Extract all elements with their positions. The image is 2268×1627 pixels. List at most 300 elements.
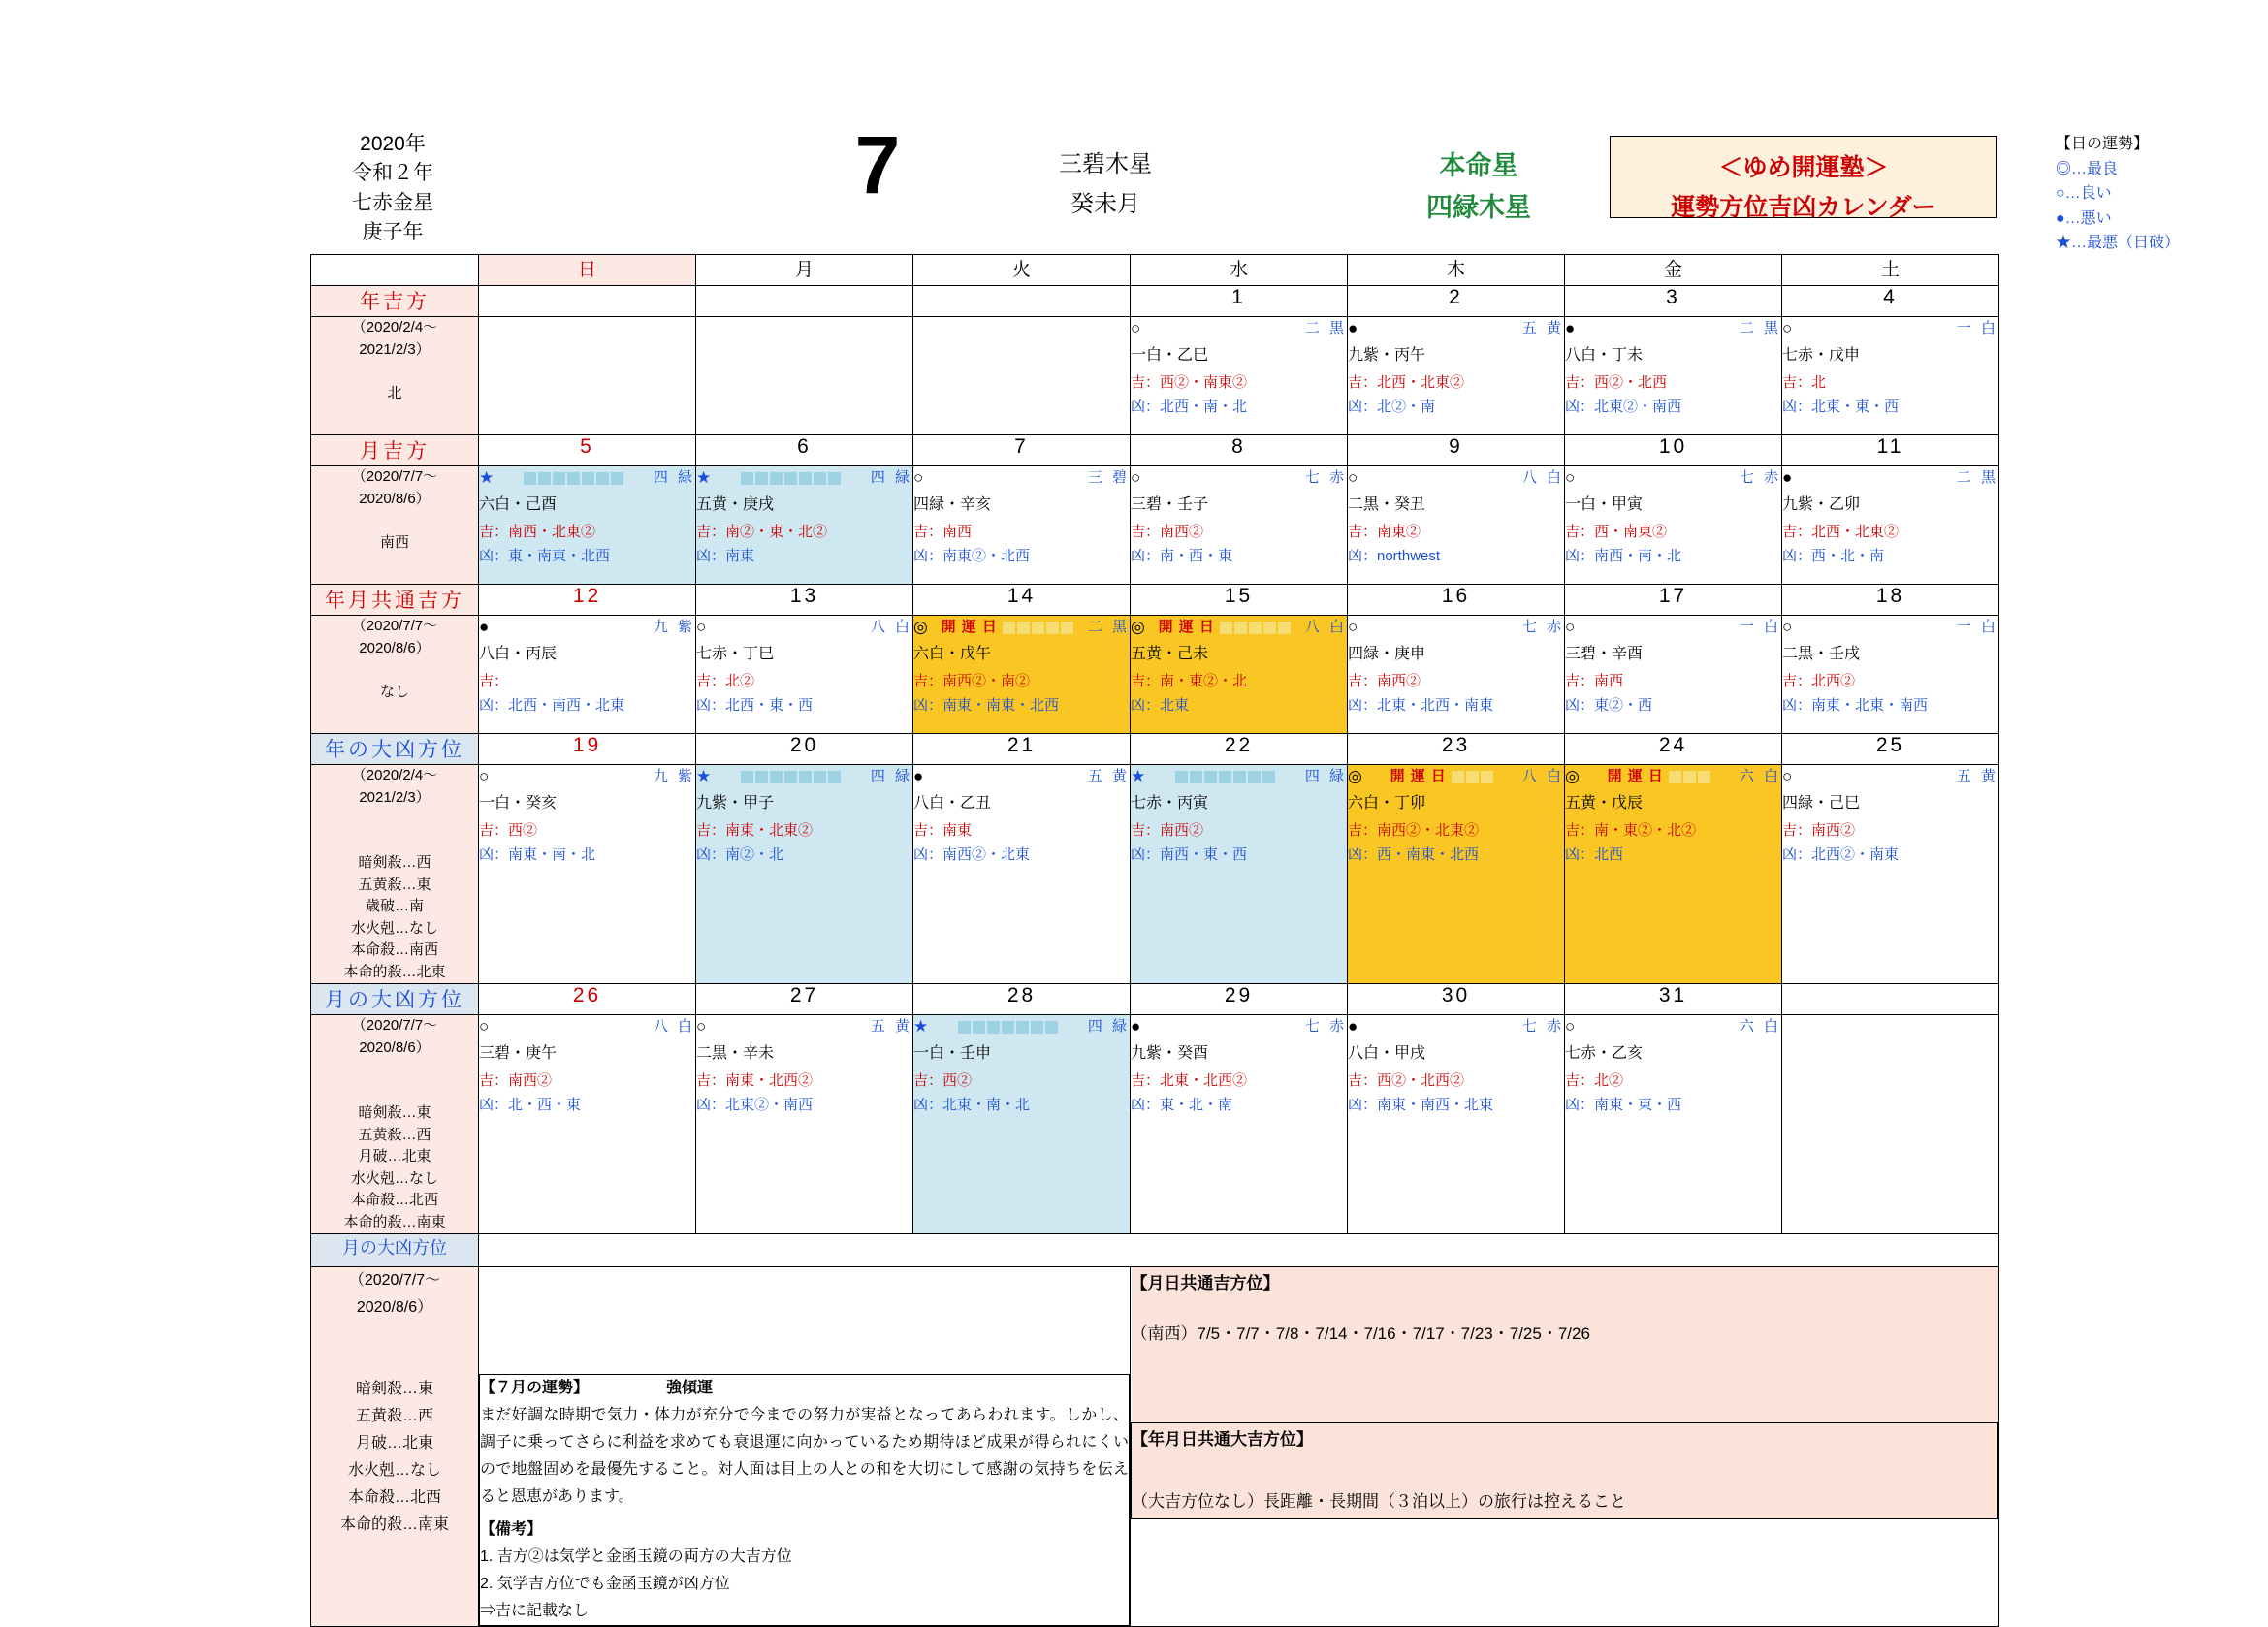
footer-left-spacer [480, 1267, 1130, 1374]
side-body-0: （2020/2/4～ 2021/2/3） 北 [311, 317, 479, 435]
day-fortune-mark: ○ [1565, 1017, 1576, 1037]
nine-star-label: 七 赤 [1521, 1018, 1564, 1035]
decorative-squares [740, 768, 842, 784]
day-bad-directions: 凶：東②・西 [1565, 697, 1653, 715]
day-middle-decoration [1159, 616, 1293, 638]
kaiun-label: 開 運 日 [941, 619, 998, 635]
nine-star-label: 一 白 [1956, 619, 1998, 635]
common-good-block [1132, 1267, 1998, 1422]
kaiun-label: 開 運 日 [1390, 768, 1447, 784]
dow-header-row [311, 255, 1999, 286]
day-number-28: 28 [913, 984, 1131, 1015]
week-number-row [311, 734, 1999, 765]
day-good-directions: 吉：南西②・北東② [1348, 822, 1480, 840]
day-eto: 三碧・壬子 [1131, 496, 1209, 514]
day-cell-6[interactable] [696, 466, 913, 585]
day-fortune-mark: ○ [1565, 618, 1576, 637]
nine-star-label: 九 紫 [653, 619, 695, 635]
day-good-directions: 吉：南西② [479, 1072, 553, 1090]
day-middle-decoration [1174, 765, 1276, 787]
day-eto: 三碧・庚午 [479, 1045, 558, 1063]
day-middle-decoration [1608, 765, 1712, 787]
nine-star-label: 四 緑 [653, 469, 695, 486]
day-eto: 二黒・壬戌 [1782, 646, 1861, 663]
week-detail-row [311, 317, 1999, 435]
day-eto: 五黄・戊辰 [1565, 795, 1644, 813]
day-top-line [696, 466, 912, 489]
side-body-2: （2020/7/7～ 2020/8/6） なし [311, 616, 479, 734]
day-eto: 六白・丁卯 [1348, 795, 1426, 813]
day-fortune-mark: ○ [696, 618, 707, 637]
nine-star-label: 八 白 [1304, 619, 1347, 635]
day-bad-directions: 凶：北西・東・西 [696, 697, 814, 715]
day-number-6: 6 [696, 435, 913, 466]
common-big-title: 【年月日共通大吉方位】 [1132, 1429, 1313, 1449]
day-bad-directions: 凶：南東・東・西 [1565, 1097, 1682, 1114]
decorative-squares [1451, 768, 1494, 784]
day-fortune-mark: ○ [1782, 618, 1793, 637]
day-fortune-mark: ● [1782, 468, 1793, 488]
day-number-18: 18 [1782, 585, 1999, 616]
day-cell-21[interactable] [913, 765, 1131, 984]
week-number-row [311, 286, 1999, 317]
week-detail-row [311, 616, 1999, 734]
day-eto: 七赤・戊申 [1782, 347, 1861, 365]
day-good-directions: 吉：南西 [913, 524, 973, 541]
nine-star-label: 九 紫 [653, 768, 695, 784]
day-bad-directions: 凶：南西②・北東 [913, 846, 1031, 864]
day-fortune-mark: ○ [1348, 468, 1358, 488]
day-fortune-mark: ● [913, 767, 924, 786]
legend-item-2: ●…悪い [2056, 209, 2112, 227]
day-number-empty-0-0 [479, 286, 696, 317]
day-good-directions: 吉：北西② [1782, 673, 1856, 690]
nine-star-label: 六 白 [1739, 768, 1781, 784]
day-cell-11[interactable] [1782, 466, 1999, 585]
day-number-3: 3 [1565, 286, 1782, 317]
day-cell-3[interactable] [1565, 317, 1782, 435]
month-number: 7 [854, 119, 901, 210]
biko-title: 【備考】 [480, 1520, 543, 1538]
decorative-squares [523, 469, 624, 486]
legend [2056, 132, 2268, 256]
week-number-row [311, 585, 1999, 616]
day-eto: 一白・乙巳 [1131, 347, 1209, 365]
day-middle-decoration [740, 466, 842, 489]
kaiun-label: 開 運 日 [1158, 619, 1215, 635]
day-good-directions: 吉：西②・南東② [1131, 374, 1248, 392]
day-fortune-mark: ● [1131, 1017, 1141, 1037]
page-title: ＜ゆめ開運塾＞ 運勢方位吉凶カレンダー [1610, 136, 1997, 218]
nine-star-label: 七 赤 [1304, 1018, 1347, 1035]
day-fortune-mark: ○ [479, 767, 490, 786]
nine-star-label: 四 緑 [1304, 768, 1347, 784]
day-number-14: 14 [913, 585, 1131, 616]
day-number-20: 20 [696, 734, 913, 765]
page-header [310, 119, 2181, 252]
day-cell-17[interactable] [1565, 616, 1782, 734]
day-eto: 七赤・乙亥 [1565, 1045, 1644, 1063]
day-bad-directions: 凶：南②・北 [696, 846, 784, 864]
dow-header-火: 火 [913, 255, 1131, 286]
day-number-13: 13 [696, 585, 913, 616]
day-fortune-mark: ★ [696, 468, 712, 488]
day-bad-directions: 凶：南・西・東 [1131, 548, 1233, 565]
day-top-line [1565, 616, 1781, 638]
day-cell-4[interactable] [1782, 317, 1999, 435]
day-top-line [1131, 765, 1347, 787]
day-good-directions: 吉：南・東②・北② [1565, 822, 1697, 840]
week-detail-row [311, 1015, 1999, 1234]
nine-star-label: 二 黒 [1956, 469, 1998, 486]
day-good-directions: 吉：南西・北東② [479, 524, 596, 541]
day-cell-22[interactable] [1131, 765, 1348, 984]
day-cell-7[interactable] [913, 466, 1131, 585]
nine-star-label: 四 緑 [1087, 1018, 1130, 1035]
day-cell-10[interactable] [1565, 466, 1782, 585]
day-cell-27[interactable] [696, 1015, 913, 1234]
day-cell-13[interactable] [696, 616, 913, 734]
nine-star-label: 五 黄 [1521, 320, 1564, 336]
common-good-title: 【月日共通吉方位】 [1131, 1274, 1280, 1292]
decorative-squares [1668, 768, 1711, 784]
year-info: 2020年 令和２年 七赤金星 庚子年 [352, 133, 433, 244]
day-top-line [1782, 317, 1998, 339]
day-cell-2[interactable] [1348, 317, 1565, 435]
day-good-directions: 吉：北西・北東② [1348, 374, 1465, 392]
day-top-line [696, 1015, 912, 1037]
day-cell-31[interactable] [1565, 1015, 1782, 1234]
day-number-7: 7 [913, 435, 1131, 466]
day-cell-18[interactable] [1782, 616, 1999, 734]
day-top-line [1131, 317, 1347, 339]
nine-star-label: 六 白 [1739, 1018, 1781, 1035]
nine-star-label: 一 白 [1956, 320, 1998, 336]
kaiun-label: 開 運 日 [1607, 768, 1664, 784]
common-big-text: （大吉方位なし）長距離・長期間（３泊以上）の旅行は控えること [1132, 1491, 1626, 1511]
day-bad-directions: 凶：西・北・南 [1782, 548, 1885, 565]
day-number-15: 15 [1131, 585, 1348, 616]
day-top-line [696, 616, 912, 638]
day-eto: 九紫・癸酉 [1131, 1045, 1209, 1063]
day-fortune-mark: ◎ [1131, 618, 1145, 637]
day-bad-directions: 凶：北西・南西・北東 [479, 697, 625, 715]
day-bad-directions: 凶：northwest [1348, 548, 1441, 565]
day-fortune-mark: ○ [1348, 618, 1358, 637]
day-good-directions: 吉：南東② [1348, 524, 1421, 541]
day-top-line [1131, 616, 1347, 638]
day-good-directions: 吉：南西② [1131, 822, 1204, 840]
side-body-4: （2020/7/7～ 2020/8/6） 暗剣殺…東 五黄殺…西 月破…北東 水火剋…なし 本命殺…北西 本命的殺…南東 [311, 1267, 479, 1627]
day-cell-24[interactable] [1565, 765, 1782, 984]
day-middle-decoration [1390, 765, 1495, 787]
nine-star-label: 七 赤 [1739, 469, 1781, 486]
day-bad-directions: 凶：北②・南 [1348, 399, 1436, 416]
month-fortune-strength: 強傾運 [666, 1379, 714, 1396]
common-big-block [1132, 1422, 1998, 1518]
day-good-directions: 吉：南西② [1131, 524, 1204, 541]
day-eto: 二黒・癸丑 [1348, 496, 1426, 514]
day-good-directions: 吉：南西②・南② [913, 673, 1031, 690]
day-fortune-mark: ◎ [1565, 767, 1580, 786]
dow-header-木: 木 [1348, 255, 1565, 286]
day-fortune-mark: ○ [696, 1017, 707, 1037]
day-bad-directions: 凶：東・南東・北西 [479, 548, 611, 565]
day-top-line [1565, 317, 1781, 339]
day-top-line [1348, 466, 1564, 489]
day-cell-9[interactable] [1348, 466, 1565, 585]
day-fortune-mark: ● [1348, 319, 1358, 338]
day-bad-directions: 凶：西・南東・北西 [1348, 846, 1480, 864]
day-top-line [1131, 1015, 1347, 1037]
day-bad-directions: 凶：東・北・南 [1131, 1097, 1233, 1114]
day-bad-directions: 凶：北・西・東 [479, 1097, 582, 1114]
day-good-directions: 吉：南東 [913, 822, 973, 840]
day-bad-directions: 凶：北西 [1565, 846, 1624, 864]
footer-blank-top [479, 1234, 1999, 1267]
nine-star-label: 二 黒 [1739, 320, 1781, 336]
day-top-line [696, 765, 912, 787]
day-good-directions: 吉：西・南東② [1565, 524, 1668, 541]
nine-star-label: 八 白 [653, 1018, 695, 1035]
day-cell-8[interactable] [1131, 466, 1348, 585]
day-number-23: 23 [1348, 734, 1565, 765]
day-fortune-mark: ★ [479, 468, 495, 488]
day-good-directions: 吉：西②・北西② [1348, 1072, 1465, 1090]
decorative-squares [957, 1018, 1059, 1035]
day-good-directions: 吉：南東・北西② [696, 1072, 814, 1090]
day-cell-30[interactable] [1348, 1015, 1565, 1234]
decorative-squares [1219, 619, 1292, 635]
day-eto: 五黄・己未 [1131, 646, 1209, 663]
legend-item-0: ◎…最良 [2056, 160, 2119, 177]
day-top-line [1348, 317, 1564, 339]
day-bad-directions: 凶：北東・東・西 [1782, 399, 1900, 416]
day-eto: 八白・丁未 [1565, 347, 1644, 365]
day-cell-20[interactable] [696, 765, 913, 984]
day-eto: 九紫・乙卯 [1782, 496, 1861, 514]
day-eto: 二黒・辛未 [696, 1045, 775, 1063]
day-number-31: 31 [1565, 984, 1782, 1015]
day-number-9: 9 [1348, 435, 1565, 466]
day-bad-directions: 凶：南東 [696, 548, 755, 565]
day-top-line [913, 1015, 1130, 1037]
day-cell-15[interactable] [1131, 616, 1348, 734]
nine-star-label: 一 白 [1739, 619, 1781, 635]
day-number-29: 29 [1131, 984, 1348, 1015]
footer-content-row [311, 1267, 1999, 1627]
day-number-21: 21 [913, 734, 1131, 765]
day-bad-directions: 凶：南東②・北西 [913, 548, 1031, 565]
day-fortune-mark: ● [1348, 1017, 1358, 1037]
day-cell-25[interactable] [1782, 765, 1999, 984]
day-eto: 三碧・辛酉 [1565, 646, 1644, 663]
day-number-26: 26 [479, 984, 696, 1015]
day-good-directions: 吉：北東・北西② [1131, 1072, 1248, 1090]
day-fortune-mark: ◎ [913, 618, 928, 637]
day-eto: 四緑・己巳 [1782, 795, 1861, 813]
day-fortune-mark: ○ [913, 468, 924, 488]
day-eto: 六白・戊午 [913, 646, 992, 663]
side-body-1: （2020/7/7～ 2020/8/6） 南西 [311, 466, 479, 585]
dow-header-月: 月 [696, 255, 913, 286]
nine-star-label: 七 赤 [1304, 469, 1347, 486]
day-number-16: 16 [1348, 585, 1565, 616]
day-fortune-mark: ○ [479, 1017, 490, 1037]
week-detail-row [311, 466, 1999, 585]
day-number-10: 10 [1565, 435, 1782, 466]
day-eto: 五黄・庚戌 [696, 496, 775, 514]
day-cell-14[interactable] [913, 616, 1131, 734]
day-eto: 七赤・丙寅 [1131, 795, 1209, 813]
day-number-27: 27 [696, 984, 913, 1015]
day-bad-directions: 凶：南東・南東・北西 [913, 697, 1060, 715]
side-label-0: 年吉方 [311, 286, 479, 317]
day-fortune-mark: ○ [1131, 319, 1141, 338]
nine-star-label: 八 白 [1521, 469, 1564, 486]
day-middle-decoration [957, 1015, 1059, 1037]
month-fortune-text: まだ好調な時期で気力・体力が充分で今までの努力が実益となってあらわれます。しかし、調子に乗ってさらに利益を求めても衰退運に向かっているため期待ほど成果が得られにくいので地盤固めを最優先すること。対人面は目上の人との和を大切にして感謝の気持ちを伝えると恩恵があります。 [480, 1406, 1129, 1505]
day-bad-directions: 凶：南東・南・北 [479, 846, 596, 864]
honmei-star-info: 本命星 四緑木星 [1426, 151, 1531, 223]
day-cell-5[interactable] [479, 466, 696, 585]
side-body-4: （2020/7/7～ 2020/8/6） 暗剣殺…東 五黄殺…西 月破…北東 水火剋…なし 本命殺…北西 本命的殺…南東 [311, 1015, 479, 1234]
day-eto: 四緑・庚申 [1348, 646, 1426, 663]
day-cell-26[interactable] [479, 1015, 696, 1234]
week-detail-row [311, 765, 1999, 984]
day-good-directions: 吉：北西・北東② [1782, 524, 1900, 541]
day-good-directions: 吉：南②・東・北② [696, 524, 828, 541]
nine-star-label: 二 黒 [1087, 619, 1130, 635]
side-label-4: 月の大凶方位 [311, 1234, 479, 1267]
day-middle-decoration [942, 616, 1075, 638]
day-eto: 一白・壬申 [913, 1045, 992, 1063]
day-eto: 八白・丙辰 [479, 646, 558, 663]
day-cell-29[interactable] [1131, 1015, 1348, 1234]
day-eto: 七赤・丁巳 [696, 646, 775, 663]
day-top-line [479, 765, 695, 787]
dow-header-日: 日 [479, 255, 696, 286]
day-bad-directions: 凶：南東・南西・北東 [1348, 1097, 1494, 1114]
side-label-4: 月の大凶方位 [311, 984, 479, 1015]
day-number-17: 17 [1565, 585, 1782, 616]
day-fortune-mark: ★ [913, 1017, 929, 1037]
day-cell-19[interactable] [479, 765, 696, 984]
biko-line-2: ⇒吉に記載なし [480, 1602, 590, 1619]
day-fortune-mark: ★ [696, 767, 712, 786]
day-bad-directions: 凶：北西②・南東 [1782, 846, 1900, 864]
month-fortune-title: 【７月の運勢】 [480, 1379, 590, 1396]
day-cell-12[interactable] [479, 616, 696, 734]
biko-line-0: 1. 吉方②は気学と金函玉鏡の両方の大吉方位 [480, 1547, 792, 1565]
day-middle-decoration [523, 466, 624, 489]
day-top-line [1782, 616, 1998, 638]
biko-line-1: 2. 気学吉方位でも金函玉鏡が凶方位 [480, 1575, 730, 1592]
nine-star-label: 五 黄 [870, 1018, 912, 1035]
common-good-text: （南西）7/5・7/7・7/8・7/14・7/16・7/17・7/23・7/25・7/26 [1131, 1324, 1590, 1343]
grid-corner [311, 255, 479, 286]
week-number-row [311, 435, 1999, 466]
day-fortune-mark: ○ [1782, 767, 1793, 786]
decorative-squares [740, 469, 842, 486]
legend-item-3: ★…最悪（日破） [2056, 235, 2181, 252]
nine-star-label: 五 黄 [1956, 768, 1998, 784]
day-good-directions: 吉：北 [1782, 374, 1827, 392]
day-number-24: 24 [1565, 734, 1782, 765]
day-good-directions: 吉：南・東②・北 [1131, 673, 1248, 690]
day-top-line [913, 466, 1130, 489]
day-good-directions: 吉：南東・北東② [696, 822, 814, 840]
day-eto: 九紫・丙午 [1348, 347, 1426, 365]
month-star-info: 三碧木星 癸未月 [1059, 151, 1152, 217]
day-top-line [479, 616, 695, 638]
day-number-1: 1 [1131, 286, 1348, 317]
day-good-directions: 吉：西②・北西 [1565, 374, 1668, 392]
side-body-3: （2020/2/4～ 2021/2/3） 暗剣殺…西 五黄殺…東 歳破…南 水火剋…なし 本命殺…南西 本命的殺…北東 [311, 765, 479, 984]
day-fortune-mark: ★ [1131, 767, 1146, 786]
day-cell-empty-0-2 [913, 317, 1131, 435]
day-cell-23[interactable] [1348, 765, 1565, 984]
day-cell-empty-0-1 [696, 317, 913, 435]
day-number-4: 4 [1782, 286, 1999, 317]
nine-star-label: 二 黒 [1304, 320, 1347, 336]
day-good-directions: 吉：北② [696, 673, 755, 690]
day-number-19: 19 [479, 734, 696, 765]
calendar-table [310, 254, 1999, 1627]
day-bad-directions: 凶：北東②・南西 [696, 1097, 814, 1114]
day-good-directions: 吉：南西② [1782, 822, 1856, 840]
day-eto: 四緑・辛亥 [913, 496, 992, 514]
day-cell-1[interactable] [1131, 317, 1348, 435]
day-top-line [1131, 466, 1347, 489]
nine-star-label: 五 黄 [1087, 768, 1130, 784]
day-number-8: 8 [1131, 435, 1348, 466]
day-fortune-mark: ◎ [1348, 767, 1362, 786]
nine-star-label: 七 赤 [1521, 619, 1564, 635]
day-top-line [1348, 616, 1564, 638]
day-bad-directions: 凶：北東②・南西 [1565, 399, 1682, 416]
day-top-line [913, 765, 1130, 787]
day-bad-directions: 凶：北東 [1131, 697, 1190, 715]
day-number-12: 12 [479, 585, 696, 616]
day-top-line [1348, 1015, 1564, 1037]
day-cell-16[interactable] [1348, 616, 1565, 734]
day-top-line [1565, 1015, 1781, 1037]
day-top-line [1782, 466, 1998, 489]
day-cell-28[interactable] [913, 1015, 1131, 1234]
day-number-empty-4-6 [1782, 984, 1999, 1015]
day-eto: 八白・乙丑 [913, 795, 992, 813]
day-good-directions: 吉：南西 [1565, 673, 1624, 690]
dow-header-水: 水 [1131, 255, 1348, 286]
nine-star-label: 三 碧 [1087, 469, 1130, 486]
day-bad-directions: 凶：北東・北西・南東 [1348, 697, 1494, 715]
day-fortune-mark: ○ [1565, 468, 1576, 488]
month-fortune-block [480, 1374, 1130, 1625]
day-bad-directions: 凶：北西・南・北 [1131, 399, 1248, 416]
day-eto: 八白・甲戌 [1348, 1045, 1426, 1063]
day-good-directions: 吉：南西② [1348, 673, 1421, 690]
nine-star-label: 四 緑 [870, 768, 912, 784]
side-label-2: 年月共通吉方 [311, 585, 479, 616]
day-fortune-mark: ○ [1131, 468, 1141, 488]
nine-star-label: 四 緑 [870, 469, 912, 486]
day-number-empty-0-2 [913, 286, 1131, 317]
day-eto: 一白・甲寅 [1565, 496, 1644, 514]
day-top-line [1782, 765, 1998, 787]
nine-star-label: 八 白 [870, 619, 912, 635]
day-top-line [1565, 466, 1781, 489]
